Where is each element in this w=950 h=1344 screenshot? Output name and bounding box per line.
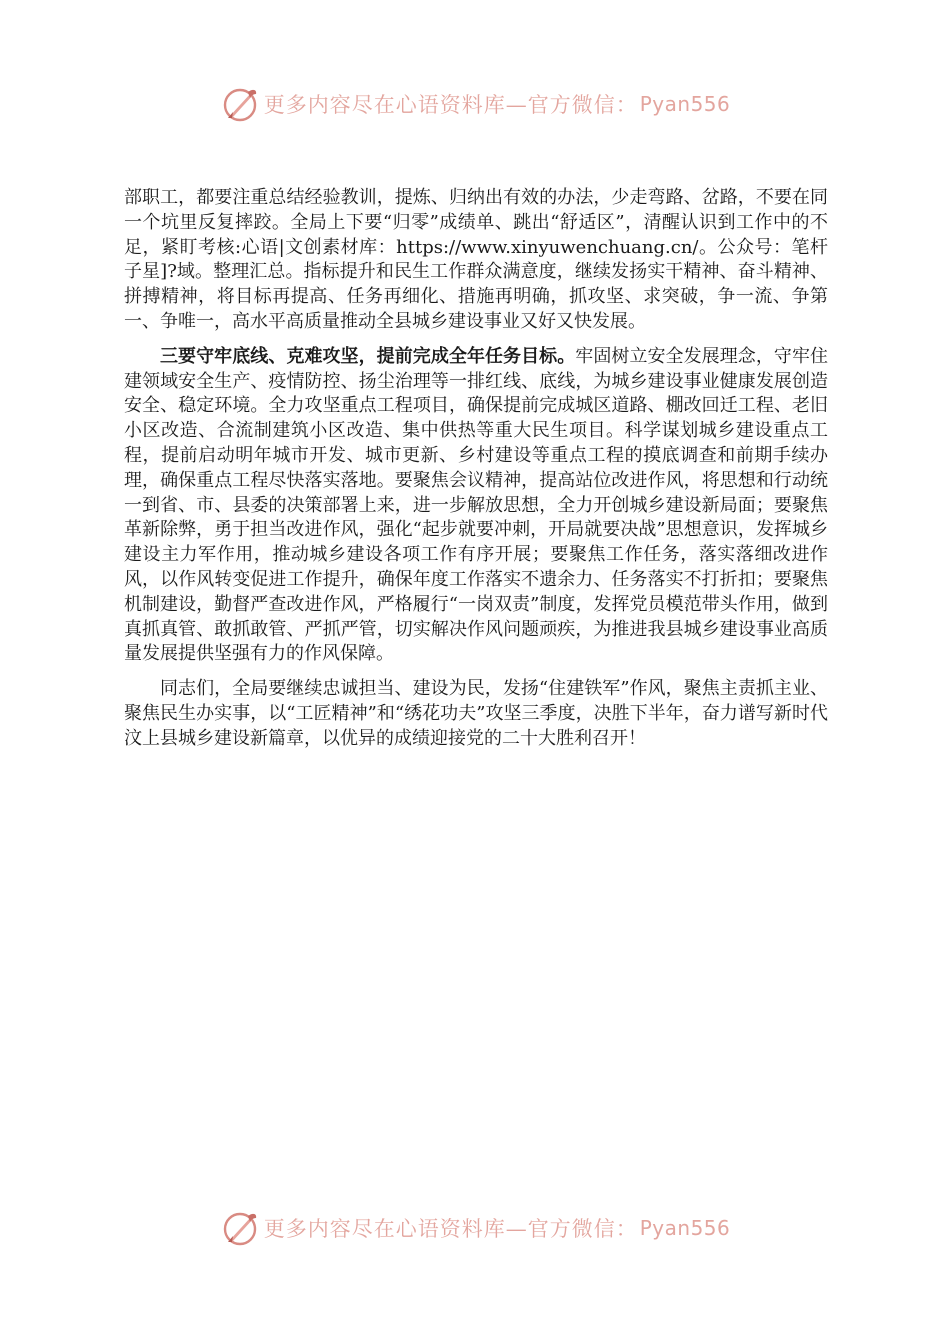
paragraph-1 — [124, 186, 828, 335]
footer-watermark — [0, 1208, 950, 1248]
quill-pen-icon — [220, 84, 260, 124]
watermark-wechat-id: Pyan556 — [639, 1216, 731, 1240]
paragraph-1-text: 部职工，都要注重总结经验教训，提炼、归纳出有效的办法，少走弯路、岔路，不要在同一个坑里反复摔跤。全局上下要“归零”成绩单、跳出“舒适区”，清醒认识到工作中的不足，紧盯考核:心语|文创素材库：https://www.xinyuwenchuang.cn/。公众号：笔杆子星]?域。整理汇总。指标提升和民生工作群众满意度，继续发扬实干精神、奋斗精神、拼搏精神，将目标再提高、任务再细化、措施再明确，抓攻坚、求突破，争一流、争第一、争唯一，高水平高质量推动全县城乡建设事业又好又快发展。 — [124, 187, 828, 332]
paragraph-3-text: 同志们，全局要继续忠诚担当、建设为民，发扬“住建铁军”作风，聚焦主责抓主业、聚焦民生办实事，以“工匠精神”和“绣花功夫”攻坚三季度，决胜下半年，奋力谱写新时代汶上县城乡建设新篇章，以优异的成绩迎接党的二十大胜利召开！ — [124, 678, 828, 749]
paragraph-2-heading: 三要守牢底线、克难攻坚，提前完成全年任务目标。 — [160, 345, 576, 367]
paragraph-2-text: 牢固树立安全发展理念，守牢住建领域安全生产、疫情防控、扬尘治理等一排红线、底线，为城乡建设事业健康发展创造安全、稳定环境。全力攻坚重点工程项目，确保提前完成城区道路、棚改回迁工程、老旧小区改造、合流制建筑小区改造、集中供热等重大民生项目。科学谋划城乡建设重点工程，提前启动明年城市开发、城市更新、乡村建设等重点工程的摸底调查和前期手续办理，确保重点工程尽快落实落地。要聚焦会议精神，提高站位改进作风，将思想和行动统一到省、市、县委的决策部署上来，进一步解放思想，全力开创城乡建设新局面；要聚焦革新除弊，勇于担当改进作风，强化“起步就要冲刺，开局就要决战”思想意识，发挥城乡建设主力军作用，推动城乡建设各项工作有序开展；要聚焦工作任务，落实落细改进作风，以作风转变促进工作提升，确保年度工作落实不遗余力、任务落实不打折扣；要聚焦机制建设，勤督严查改进作风，严格履行“一岗双责”制度，发挥党员模范带头作用，做到真抓真管、敢抓敢管、严抓严管，切实解决作风问题顽疾，为推进我县城乡建设事业高质量发展提供坚强有力的作风保障。 — [124, 345, 829, 665]
paragraph-2 — [124, 345, 828, 667]
header-watermark — [0, 84, 950, 124]
watermark-text: 更多内容尽在心语资料库—官方微信： — [263, 93, 638, 117]
document-body — [124, 186, 828, 762]
watermark-wechat-id: Pyan556 — [639, 92, 731, 116]
quill-pen-icon — [220, 1208, 260, 1248]
paragraph-3 — [124, 677, 828, 751]
watermark-text: 更多内容尽在心语资料库—官方微信： — [263, 1217, 638, 1241]
